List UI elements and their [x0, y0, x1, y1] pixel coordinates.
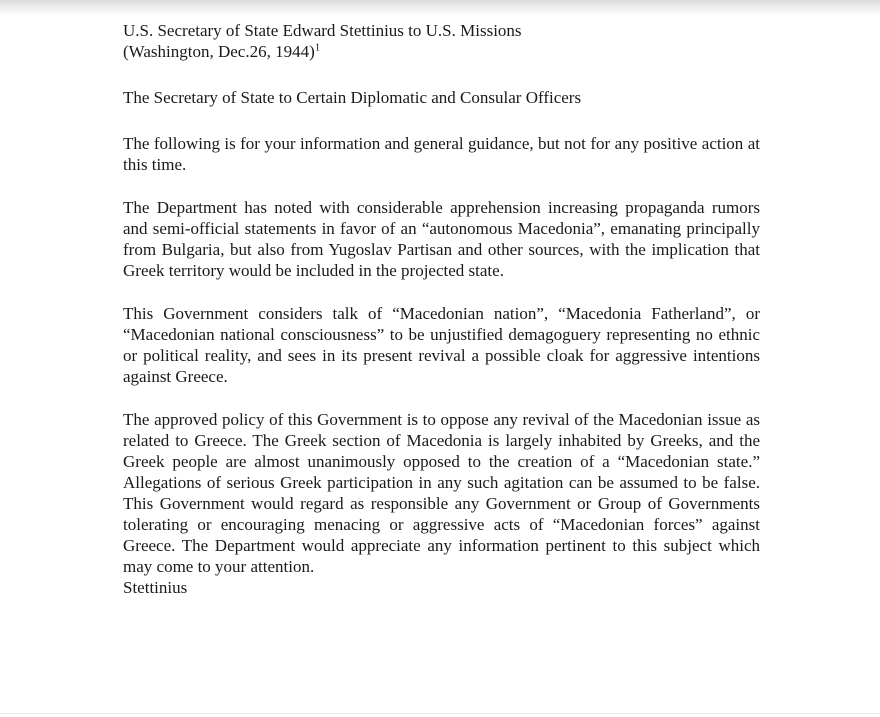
document-title-line: U.S. Secretary of State Edward Stettinius to U.S. Missions — [123, 21, 522, 40]
paragraph-department-noted: The Department has noted with considerable apprehension increasing propaganda rumors and semi-official statements in favor of an “autonomous Macedonia”, emanating principally from Bulgaria, but also from Yugoslav Partisan and other sources, with the implication that Greek territory would be included in the projected state. — [123, 198, 760, 280]
paragraph-approved-policy: The approved policy of this Government is to oppose any revival of the Macedonian issue as related to Greece. The Greek section of Macedonia is largely inhabited by Greeks, and the Greek people are almost unanimously opposed to the creation of a “Macedonian state.” Allegations of serious Greek participation in any such agitation can be assumed to be false. This Government would regard as responsible any Government or Group of Governments tolerating or encouraging menacing or aggressive acts of “Macedonian forces” against Greece. The Department would appreciate any information pertinent to this subject which may come to your attention. — [123, 410, 760, 576]
page-top-edge-shading — [0, 0, 880, 16]
document-dateline — [123, 41, 760, 62]
footnote-marker: 1 — [314, 41, 321, 54]
dateline-text: (Washington, Dec.26, 1944) — [123, 42, 315, 61]
paragraph-guidance: The following is for your information and general guidance, but not for any positive action at this time. — [123, 134, 760, 174]
paragraph-government-considers: This Government considers talk of “Macedonian nation”, “Macedonia Fatherland”, or “Macedonian national consciousness” to be unjustified demagoguery representing no ethnic or political reality, and sees in its present revival a possible cloak for aggressive intentions against Greece. — [123, 304, 760, 386]
document-subheader: The Secretary of State to Certain Diplomatic and Consular Officers — [123, 88, 582, 107]
page-bottom-edge-line — [0, 713, 880, 714]
document-body — [123, 20, 760, 598]
signature: Stettinius — [123, 578, 188, 597]
document-header — [123, 20, 760, 62]
